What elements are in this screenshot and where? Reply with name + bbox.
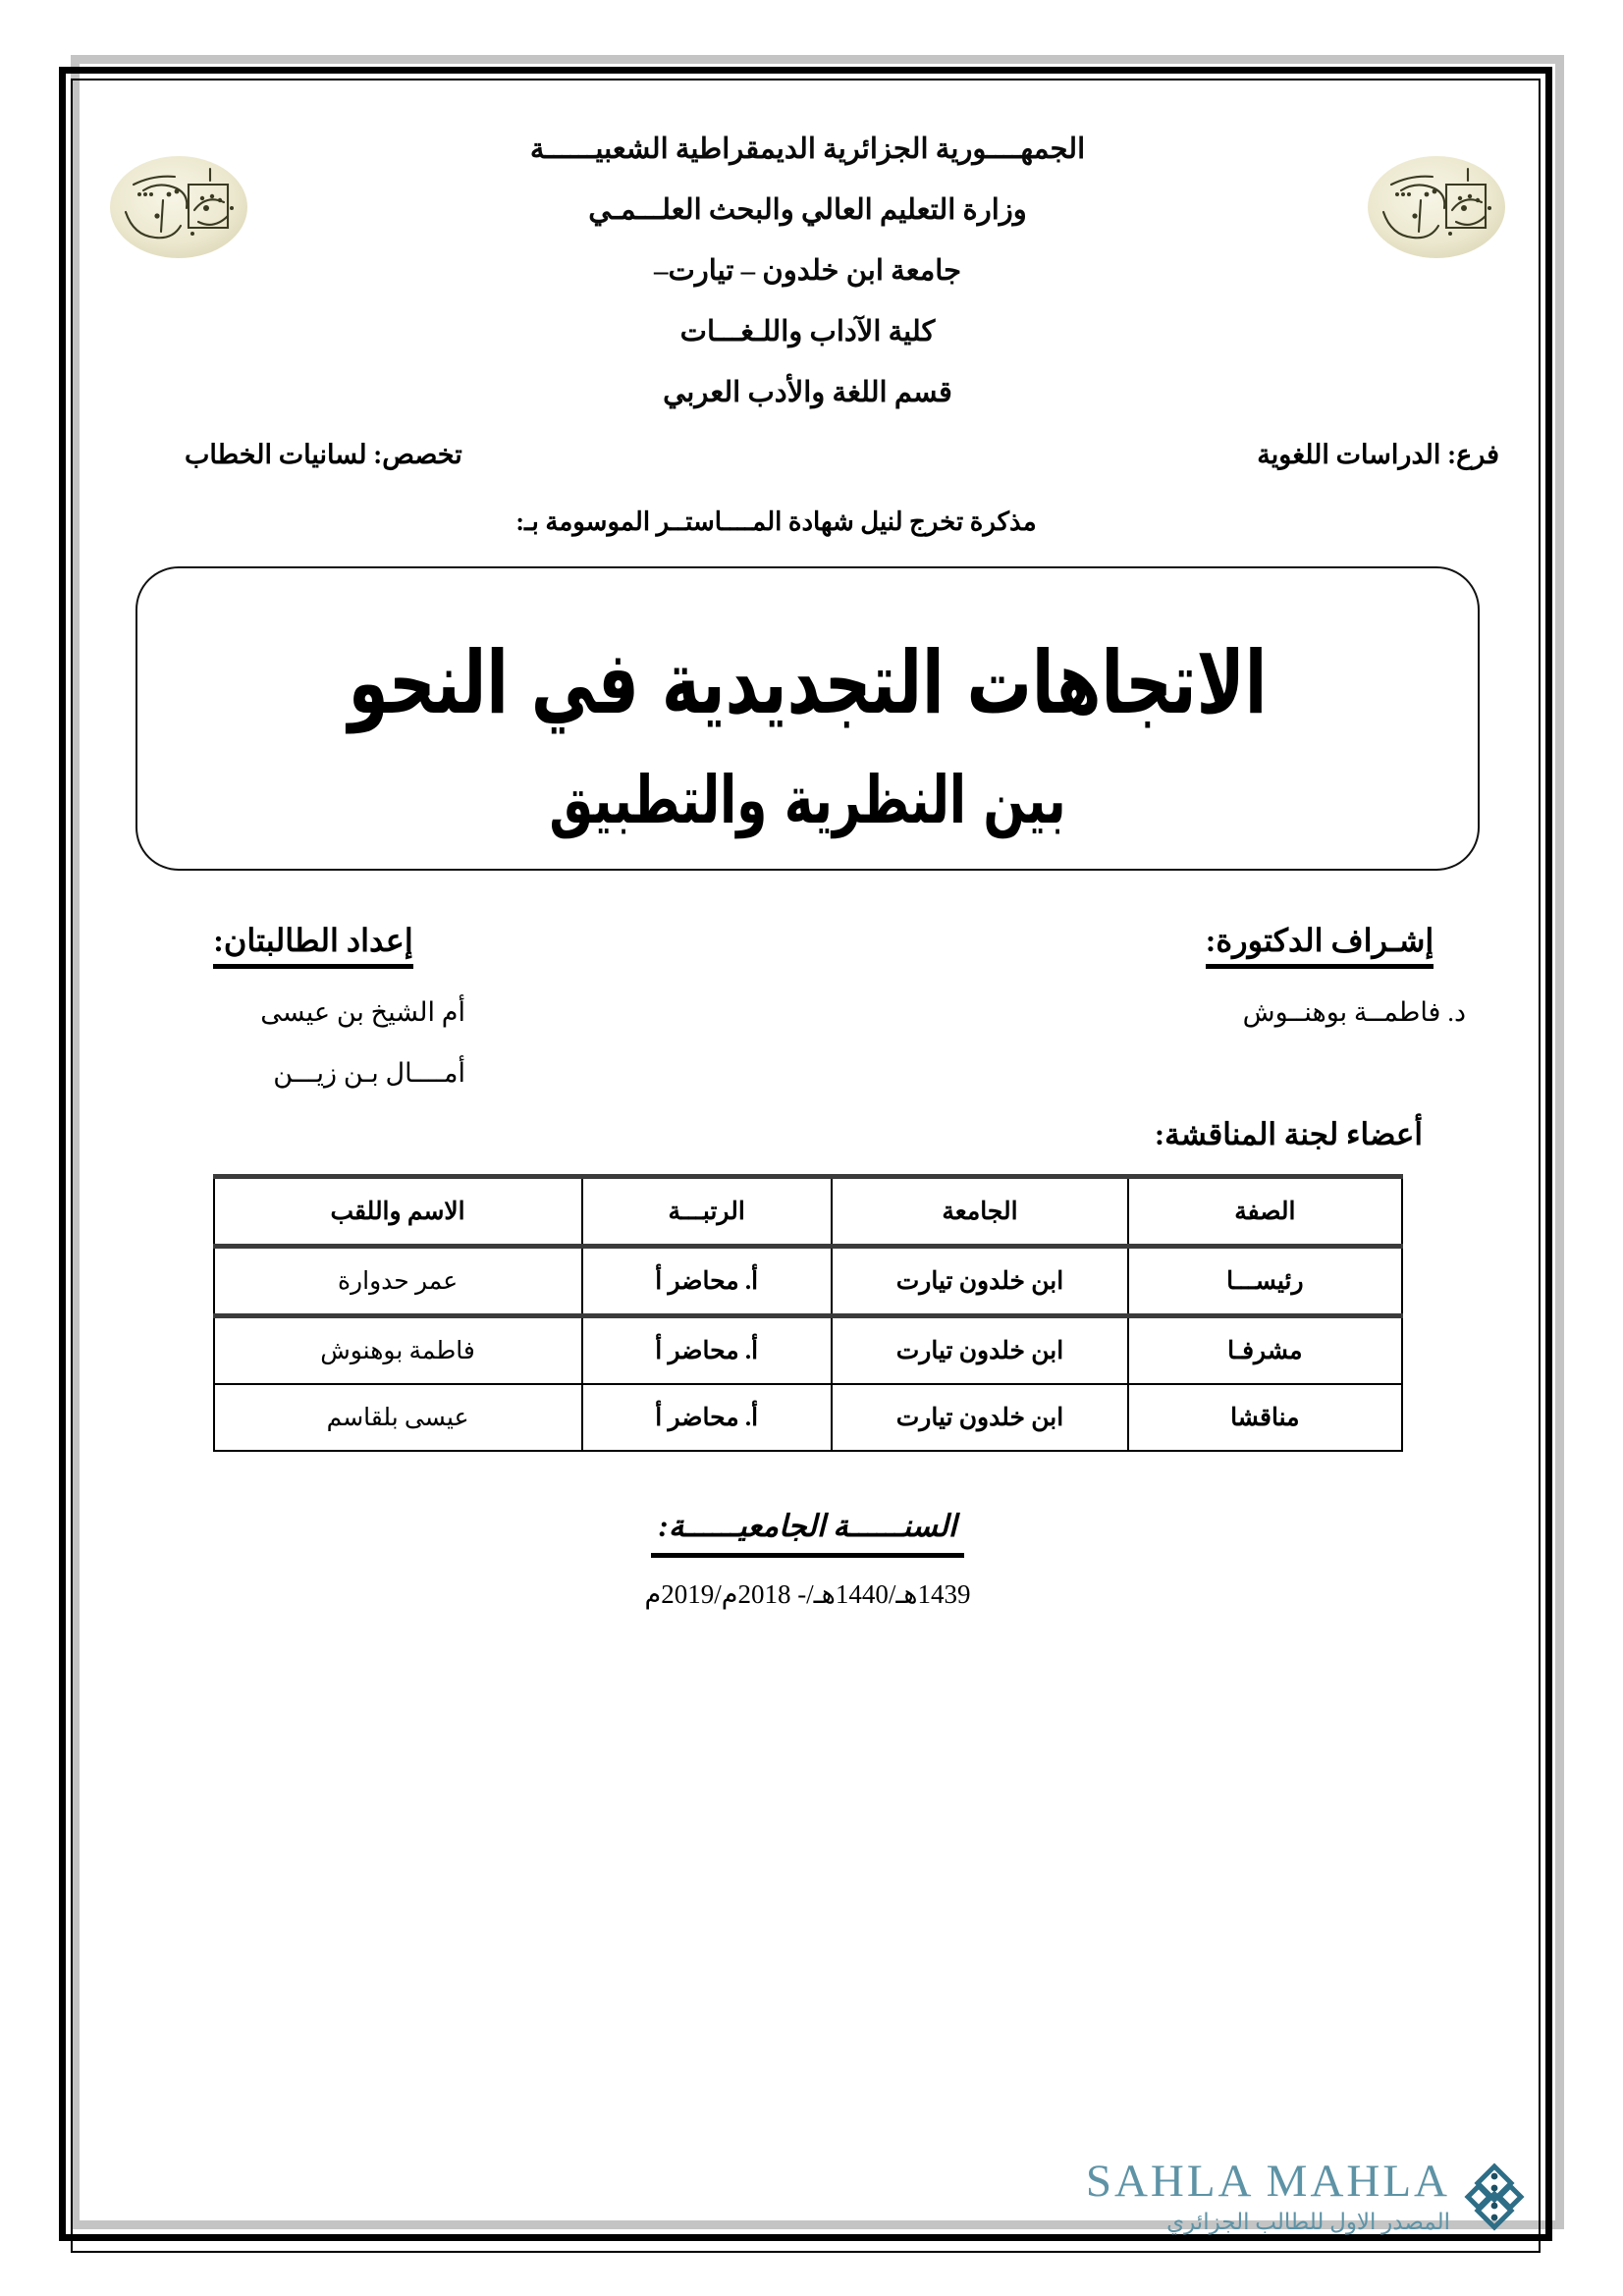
branch-specialization-row <box>94 440 1521 470</box>
page-content <box>94 94 1521 2237</box>
committee-table <box>213 1174 1403 1452</box>
header-department-line: قسم اللغة والأدب العربي <box>663 377 952 408</box>
cell-rank: أ. محاضر أ <box>582 1384 832 1451</box>
watermark-brand: SAHLA MAHLA <box>1085 2156 1450 2207</box>
header-faculty-line: كلية الآداب واللـغـــات <box>679 316 936 347</box>
academic-year-value: 1439هـ/1440هـ/- 2018م/2019م <box>644 1578 971 1609</box>
cell-name: فاطمة بوهنوش <box>214 1315 582 1384</box>
students-block <box>151 922 475 1092</box>
supervisor-heading: إشـراف الدكتورة: <box>1206 922 1434 969</box>
institution-header <box>94 94 1521 407</box>
thesis-title-box <box>135 566 1480 871</box>
thesis-title-main: الاتجاهات التجديدية في النحو <box>348 632 1268 734</box>
cell-name: عمر حدوارة <box>214 1246 582 1315</box>
student-name-1: أم الشيخ بن عيسى <box>260 997 465 1027</box>
branch-label: فرع: الدراسات اللغوية <box>1257 440 1499 469</box>
cell-name: عيسى بلقاسم <box>214 1384 582 1451</box>
column-header-name: الاسم واللقب <box>214 1176 582 1246</box>
sahla-mahla-watermark <box>1085 2156 1529 2235</box>
table-row <box>214 1246 1402 1315</box>
cell-role: رئيســـا <box>1128 1246 1401 1315</box>
header-ministry-line: وزارة التعليم العالي والبحث العلـــمـي <box>588 194 1027 226</box>
academic-year-label: السنــــــة الجامعيــــــة: <box>651 1509 965 1558</box>
university-seal-right-icon <box>1362 151 1511 264</box>
committee-heading: أعضاء لجنة المناقشة: <box>1154 1116 1423 1151</box>
header-country-line: الجمهــــورية الجزائرية الديمقراطية الشعبيــــــة <box>529 133 1086 165</box>
column-header-role: الصفة <box>1128 1176 1401 1246</box>
thesis-title-sub: بين النظرية والتطبيق <box>549 762 1066 838</box>
table-row <box>214 1384 1402 1451</box>
table-header-row <box>214 1176 1402 1246</box>
student-name-2: أمــــال بـن زيـــن <box>273 1058 465 1089</box>
column-header-rank: الرتبـــة <box>582 1176 832 1246</box>
cell-university: ابن خلدون تيارت <box>832 1384 1129 1451</box>
authors-supervisor-row <box>94 922 1521 1092</box>
cell-role: مناقشا <box>1128 1384 1401 1451</box>
cell-university: ابن خلدون تيارت <box>832 1246 1129 1315</box>
cell-rank: أ. محاضر أ <box>582 1246 832 1315</box>
watermark-tagline: المصدر الاول للطالب الجزائري <box>1166 2210 1450 2234</box>
cell-role: مشرفـا <box>1128 1315 1401 1384</box>
thesis-statement-line: مذكرة تخرج لنيل شهادة المــــاستــر الموسومة بـ: <box>515 507 1037 536</box>
header-university-line: جامعة ابن خلدون – تيارت– <box>653 255 962 287</box>
students-heading: إعداد الطالبتان: <box>213 922 413 969</box>
university-seal-left-icon <box>104 151 253 264</box>
cell-university: ابن خلدون تيارت <box>832 1315 1129 1384</box>
cell-rank: أ. محاضر أ <box>582 1315 832 1384</box>
academic-year-block <box>94 1509 1521 1610</box>
supervisor-name: د. فاطمــة بوهنــوش <box>1242 997 1466 1027</box>
watermark-text <box>1085 2156 1450 2235</box>
specialization-label: تخصص: لسانيات الخطاب <box>185 440 462 469</box>
sahla-mahla-diamond-logo-icon <box>1460 2163 1529 2231</box>
supervisor-block <box>1158 922 1482 1092</box>
column-header-university: الجامعة <box>832 1176 1129 1246</box>
table-row <box>214 1315 1402 1384</box>
